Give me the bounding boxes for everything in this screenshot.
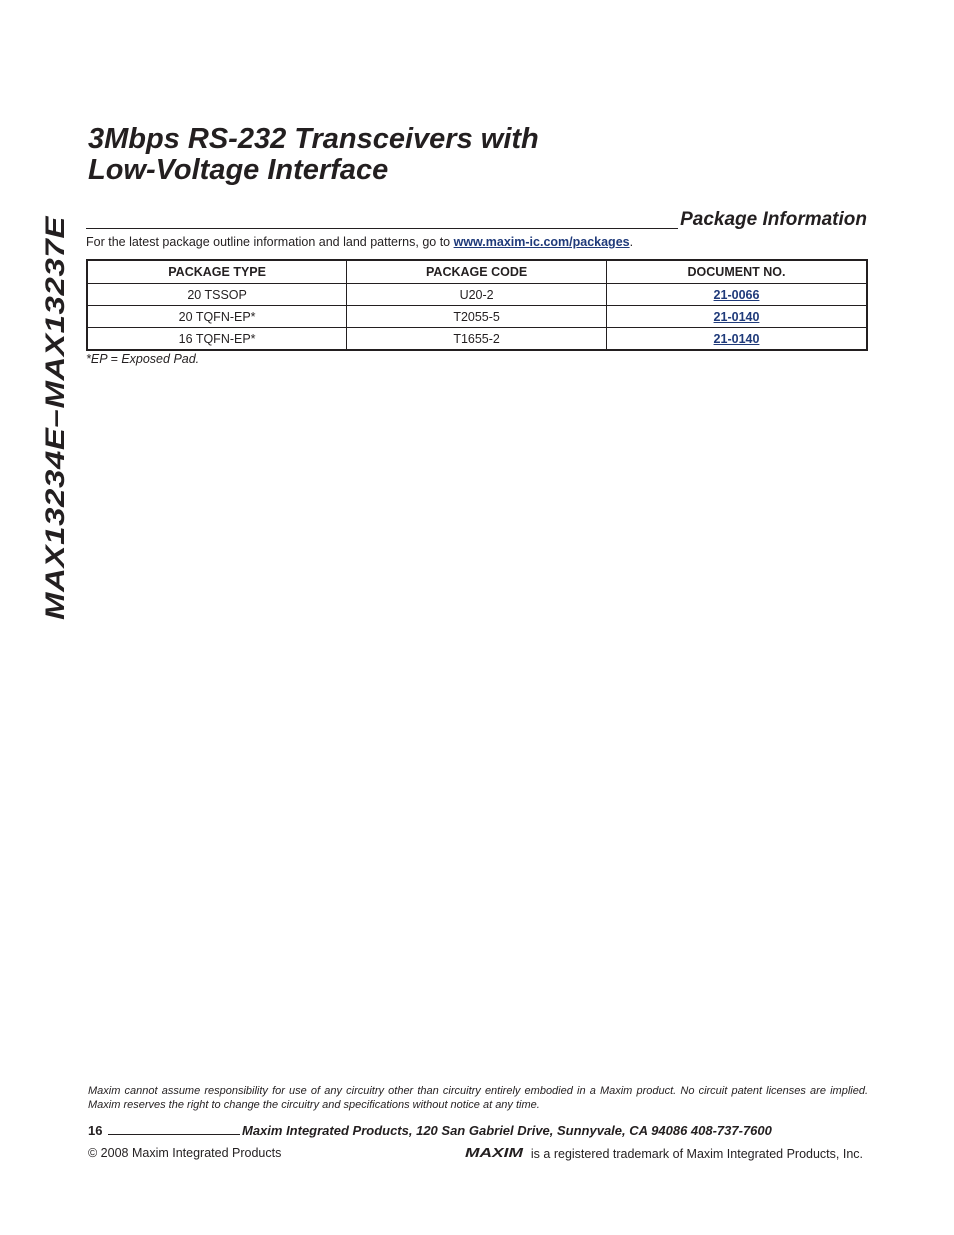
title-line-1: 3Mbps RS-232 Transceivers with [88, 123, 539, 155]
table-row [87, 328, 867, 351]
package-code-cell: T1655-2 [347, 328, 607, 351]
trademark-text: is a registered trademark of Maxim Integrated Products, Inc. [530, 1146, 863, 1161]
document-link[interactable]: 21-0140 [713, 331, 760, 346]
table-row [87, 284, 867, 306]
title-line-2: Low-Voltage Interface [88, 154, 389, 186]
document-no-cell [606, 328, 867, 351]
document-link[interactable]: 21-0066 [713, 287, 760, 302]
copyright-notice: © 2008 Maxim Integrated Products [88, 1146, 282, 1160]
document-no-cell [606, 306, 867, 328]
package-table [86, 259, 868, 351]
packages-link[interactable]: www.maxim-ic.com/packages [453, 235, 630, 249]
side-part-number-text: MAX13234E–MAX13237E [40, 289, 70, 620]
table-row [87, 306, 867, 328]
footer-rule [108, 1134, 240, 1135]
side-part-number [36, 212, 76, 622]
trademark-notice [465, 1146, 863, 1161]
package-type-cell: 20 TQFN-EP* [87, 306, 347, 328]
maxim-logo [465, 1146, 525, 1161]
intro-paragraph [86, 234, 633, 250]
section-header [86, 207, 867, 231]
section-heading: Package Information [680, 209, 867, 230]
header-document-no: DOCUMENT NO. [606, 260, 867, 284]
intro-end: . [629, 235, 634, 249]
table-footnote: *EP = Exposed Pad. [86, 352, 200, 366]
document-no-cell [606, 284, 867, 306]
document-link[interactable]: 21-0140 [713, 309, 760, 324]
package-code-cell: U20-2 [347, 284, 607, 306]
section-rule [86, 228, 678, 229]
table-header-row [87, 260, 867, 284]
package-type-cell: 16 TQFN-EP* [87, 328, 347, 351]
header-package-type: PACKAGE TYPE [87, 260, 347, 284]
header-package-code: PACKAGE CODE [347, 260, 607, 284]
company-address: Maxim Integrated Products, 120 San Gabriel Drive, Sunnyvale, CA 94086 408-737-7600 [242, 1123, 772, 1138]
package-type-cell: 20 TSSOP [87, 284, 347, 306]
maxim-logo-text: MAXIM [464, 1146, 525, 1158]
document-title [88, 124, 539, 186]
intro-text: For the latest package outline information and land patterns, go to [86, 235, 454, 249]
legal-disclaimer: Maxim cannot assume responsibility for use of any circuitry other than circuitry entirely embodied in a Maxim product. No circuit patent licenses are implied. Maxim reserves the right to change the circuitry and specifications without notice at any time. [88, 1085, 868, 1111]
footer-address-line [88, 1120, 866, 1138]
page-number: 16 [88, 1123, 103, 1138]
package-code-cell: T2055-5 [347, 306, 607, 328]
